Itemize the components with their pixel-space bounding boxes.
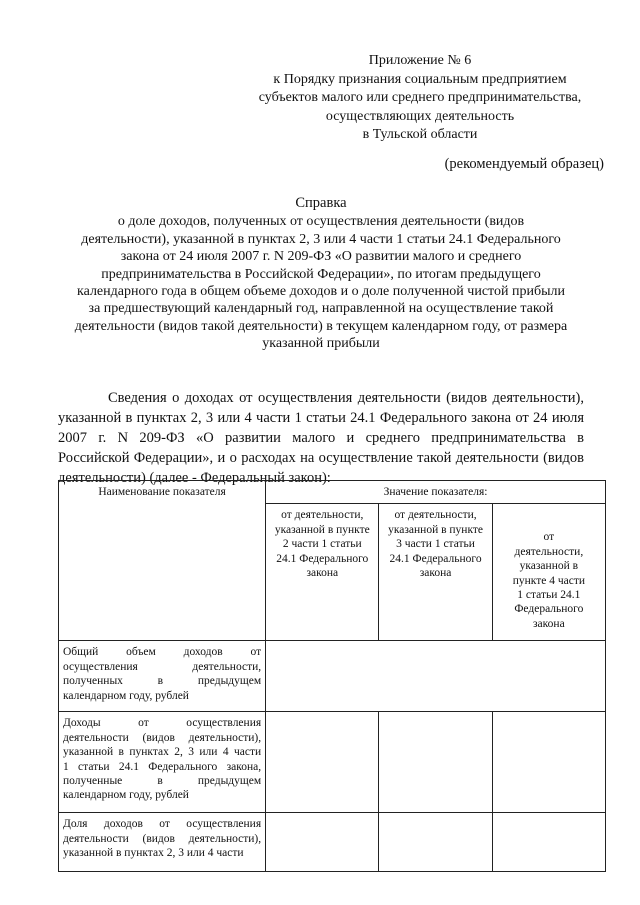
title-word: Справка [295,195,347,211]
title-line: указанной прибыли [262,336,380,352]
row-label-total-income: Общий объем доходов от осуществления деятельности, полученных в предыдущем календарном году, рублей [59,641,266,712]
intro-line: Сведения о доходах от осуществления деятельности (видов деятельности), [108,390,584,406]
appendix-line: субъектов малого или среднего предпринимательства, [258,90,582,105]
subheader-item-2: от деятельности, указанной в пункте 2 части 1 статьи 24.1 Федерального закона [266,504,379,641]
subheader-item-3: от деятельности, указанной в пункте 3 части 1 статьи 24.1 Федерального закона [379,504,492,641]
title-line: предпринимательства в Российской Федерации», по итогам предыдущего [101,266,541,282]
sample-note: (рекомендуемый образец) [444,156,604,172]
intro-line: 2007 г. N 209-ФЗ «О развитии малого и среднего предпринимательства в [58,430,584,446]
value-cell-item-4[interactable] [492,712,605,813]
appendix-line: в Тульской области [362,127,478,142]
value-cell-item-3[interactable] [379,813,492,872]
appendix-header [230,52,610,145]
title-line: календарного года в общем объеме доходов и о доле полученной чистой прибыли [77,284,565,300]
document-title [48,195,594,353]
title-line: за предшествующий календарный год, направленной на осуществление такой [88,301,554,317]
subheader-item-4: от деятельности, указанной в пункте 4 части 1 статьи 24.1 Федерального закона [492,504,605,641]
intro-line: указанной в пунктах 2, 3 или 4 части 1 статьи 24.1 Федерального закона от 24 июля [58,410,584,426]
title-line: о доле доходов, полученных от осуществления деятельности (видов [117,214,525,230]
indicators-table [58,480,606,872]
appendix-line: осуществляющих деятельность [325,108,515,124]
appendix-line: к Порядку признания социальным предприятием [273,71,567,87]
intro-line: деятельности) (далее - Федеральный закон): [58,470,331,486]
header-indicator-value: Значение показателя: [266,481,606,504]
intro-line: Российской Федерации», и о расходах на осуществление такой деятельности (видов [58,450,584,466]
intro-paragraph [58,388,584,488]
header-indicator-name: Наименование показателя [59,481,266,641]
table-row [59,641,606,712]
title-line: деятельности (видов такой деятельности) в текущем календарном году, от размера [74,318,568,334]
title-line: закона от 24 июля 2007 г. N 209-ФЗ «О развитии малого и среднего [120,249,522,265]
row-label-income-share: Доля доходов от осуществления деятельности (видов деятельности), указанной в пунктах 2, 3 или 4 части [59,813,266,872]
row-label-activity-income: Доходы от осуществления деятельности (видов деятельности), указанной в пунктах 2, 3 или 4 части 1 статьи 24.1 Федерального закона, полученные в предыдущем календарном году, рублей [59,712,266,813]
value-cell-item-2[interactable] [266,712,379,813]
value-cell-item-2[interactable] [266,813,379,872]
table-row [59,712,606,813]
table-header-row [59,481,606,504]
value-cell-item-3[interactable] [379,712,492,813]
title-line: деятельности), указанной в пунктах 2, 3 или 4 части 1 статьи 24.1 Федерального [81,231,561,247]
value-cell-item-4[interactable] [492,813,605,872]
value-cell-total-income[interactable] [266,641,606,712]
appendix-number: Приложение № 6 [368,53,472,68]
table-row [59,813,606,872]
